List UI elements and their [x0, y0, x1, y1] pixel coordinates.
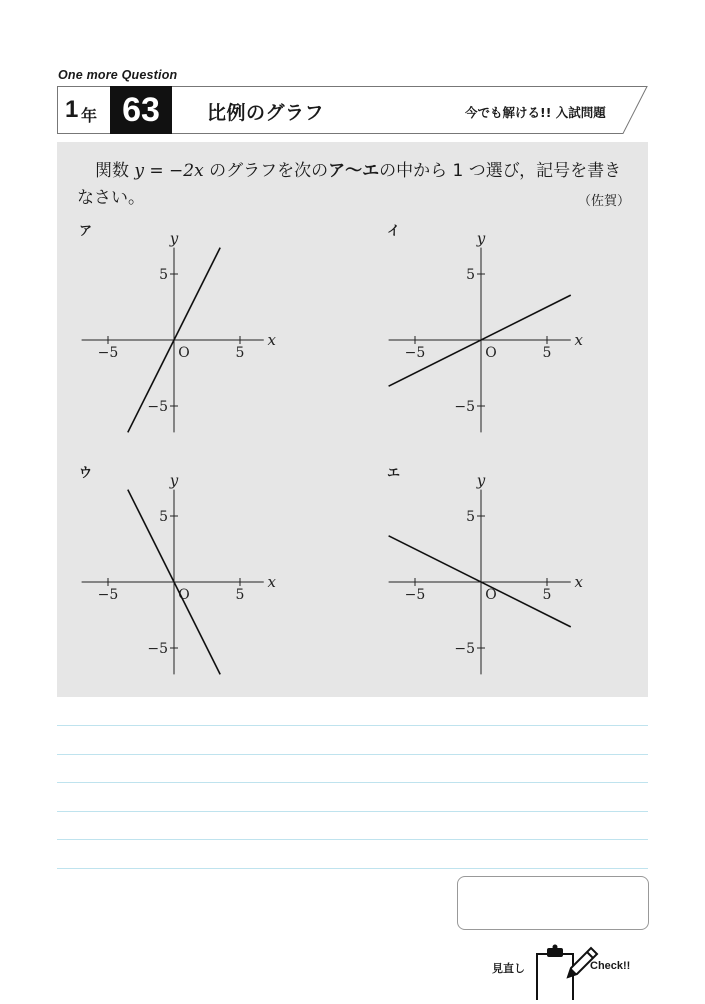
question-panel: [57, 142, 648, 697]
answer-line: [57, 782, 648, 783]
answer-line: [57, 868, 648, 869]
answer-box[interactable]: [457, 876, 649, 930]
option-label-a: ア: [79, 224, 93, 239]
x-axis-label: x: [574, 573, 583, 591]
origin-label: O: [178, 587, 190, 603]
choice-range: ア〜エ: [328, 161, 380, 181]
proportional-line: [389, 536, 571, 627]
y-axis-label: y: [169, 229, 179, 248]
y-tick-label: −5: [454, 641, 475, 657]
graph-e: [57, 142, 657, 706]
option-label-e: エ: [387, 466, 401, 481]
origin-label: O: [485, 587, 497, 603]
x-tick-label: −5: [97, 345, 119, 361]
y-axis-label: y: [476, 471, 486, 490]
question-number: 63: [110, 86, 172, 134]
y-tick-label: 5: [159, 509, 168, 525]
answer-line: [57, 725, 648, 726]
equation: y = −2x: [134, 161, 204, 181]
y-axis-label: y: [169, 471, 179, 490]
x-axis-label: x: [267, 573, 276, 591]
origin-label: O: [485, 345, 497, 361]
x-tick-label: 5: [542, 587, 552, 603]
x-tick-label: −5: [97, 587, 119, 603]
y-tick-label: 5: [466, 267, 475, 283]
check-label: Check!!: [590, 960, 631, 972]
review-label: 見直し: [492, 962, 525, 975]
kicker-text: One more Question: [58, 68, 178, 82]
question-header: [57, 86, 647, 134]
x-tick-label: −5: [404, 345, 426, 361]
page-title: 比例のグラフ: [207, 102, 325, 124]
question-text: 関数 y = −2x のグラフを次のア〜エの中から 1 つ選び，記号を書きなさい。: [77, 161, 622, 208]
origin-label: O: [178, 345, 190, 361]
x-axis-label: x: [267, 331, 276, 349]
x-tick-label: 5: [235, 587, 245, 603]
answer-line: [57, 754, 648, 755]
grade-number: 1: [65, 96, 79, 123]
x-tick-label: 5: [235, 345, 245, 361]
y-tick-label: −5: [454, 399, 475, 415]
answer-line: [57, 811, 648, 812]
y-tick-label: 5: [466, 509, 475, 525]
x-tick-label: 5: [542, 345, 552, 361]
answer-line: [57, 839, 648, 840]
option-label-u: ウ: [79, 466, 93, 481]
y-axis-label: y: [476, 229, 486, 248]
grade-suffix: 年: [81, 106, 98, 125]
y-tick-label: −5: [147, 399, 168, 415]
option-label-i: イ: [387, 224, 401, 239]
x-tick-label: −5: [404, 587, 426, 603]
y-tick-label: −5: [147, 641, 168, 657]
x-axis-label: x: [574, 331, 583, 349]
page-subtitle: 今でも解ける!! 入試問題: [465, 105, 606, 120]
y-tick-label: 5: [159, 267, 168, 283]
source-label: （佐賀）: [577, 194, 630, 209]
